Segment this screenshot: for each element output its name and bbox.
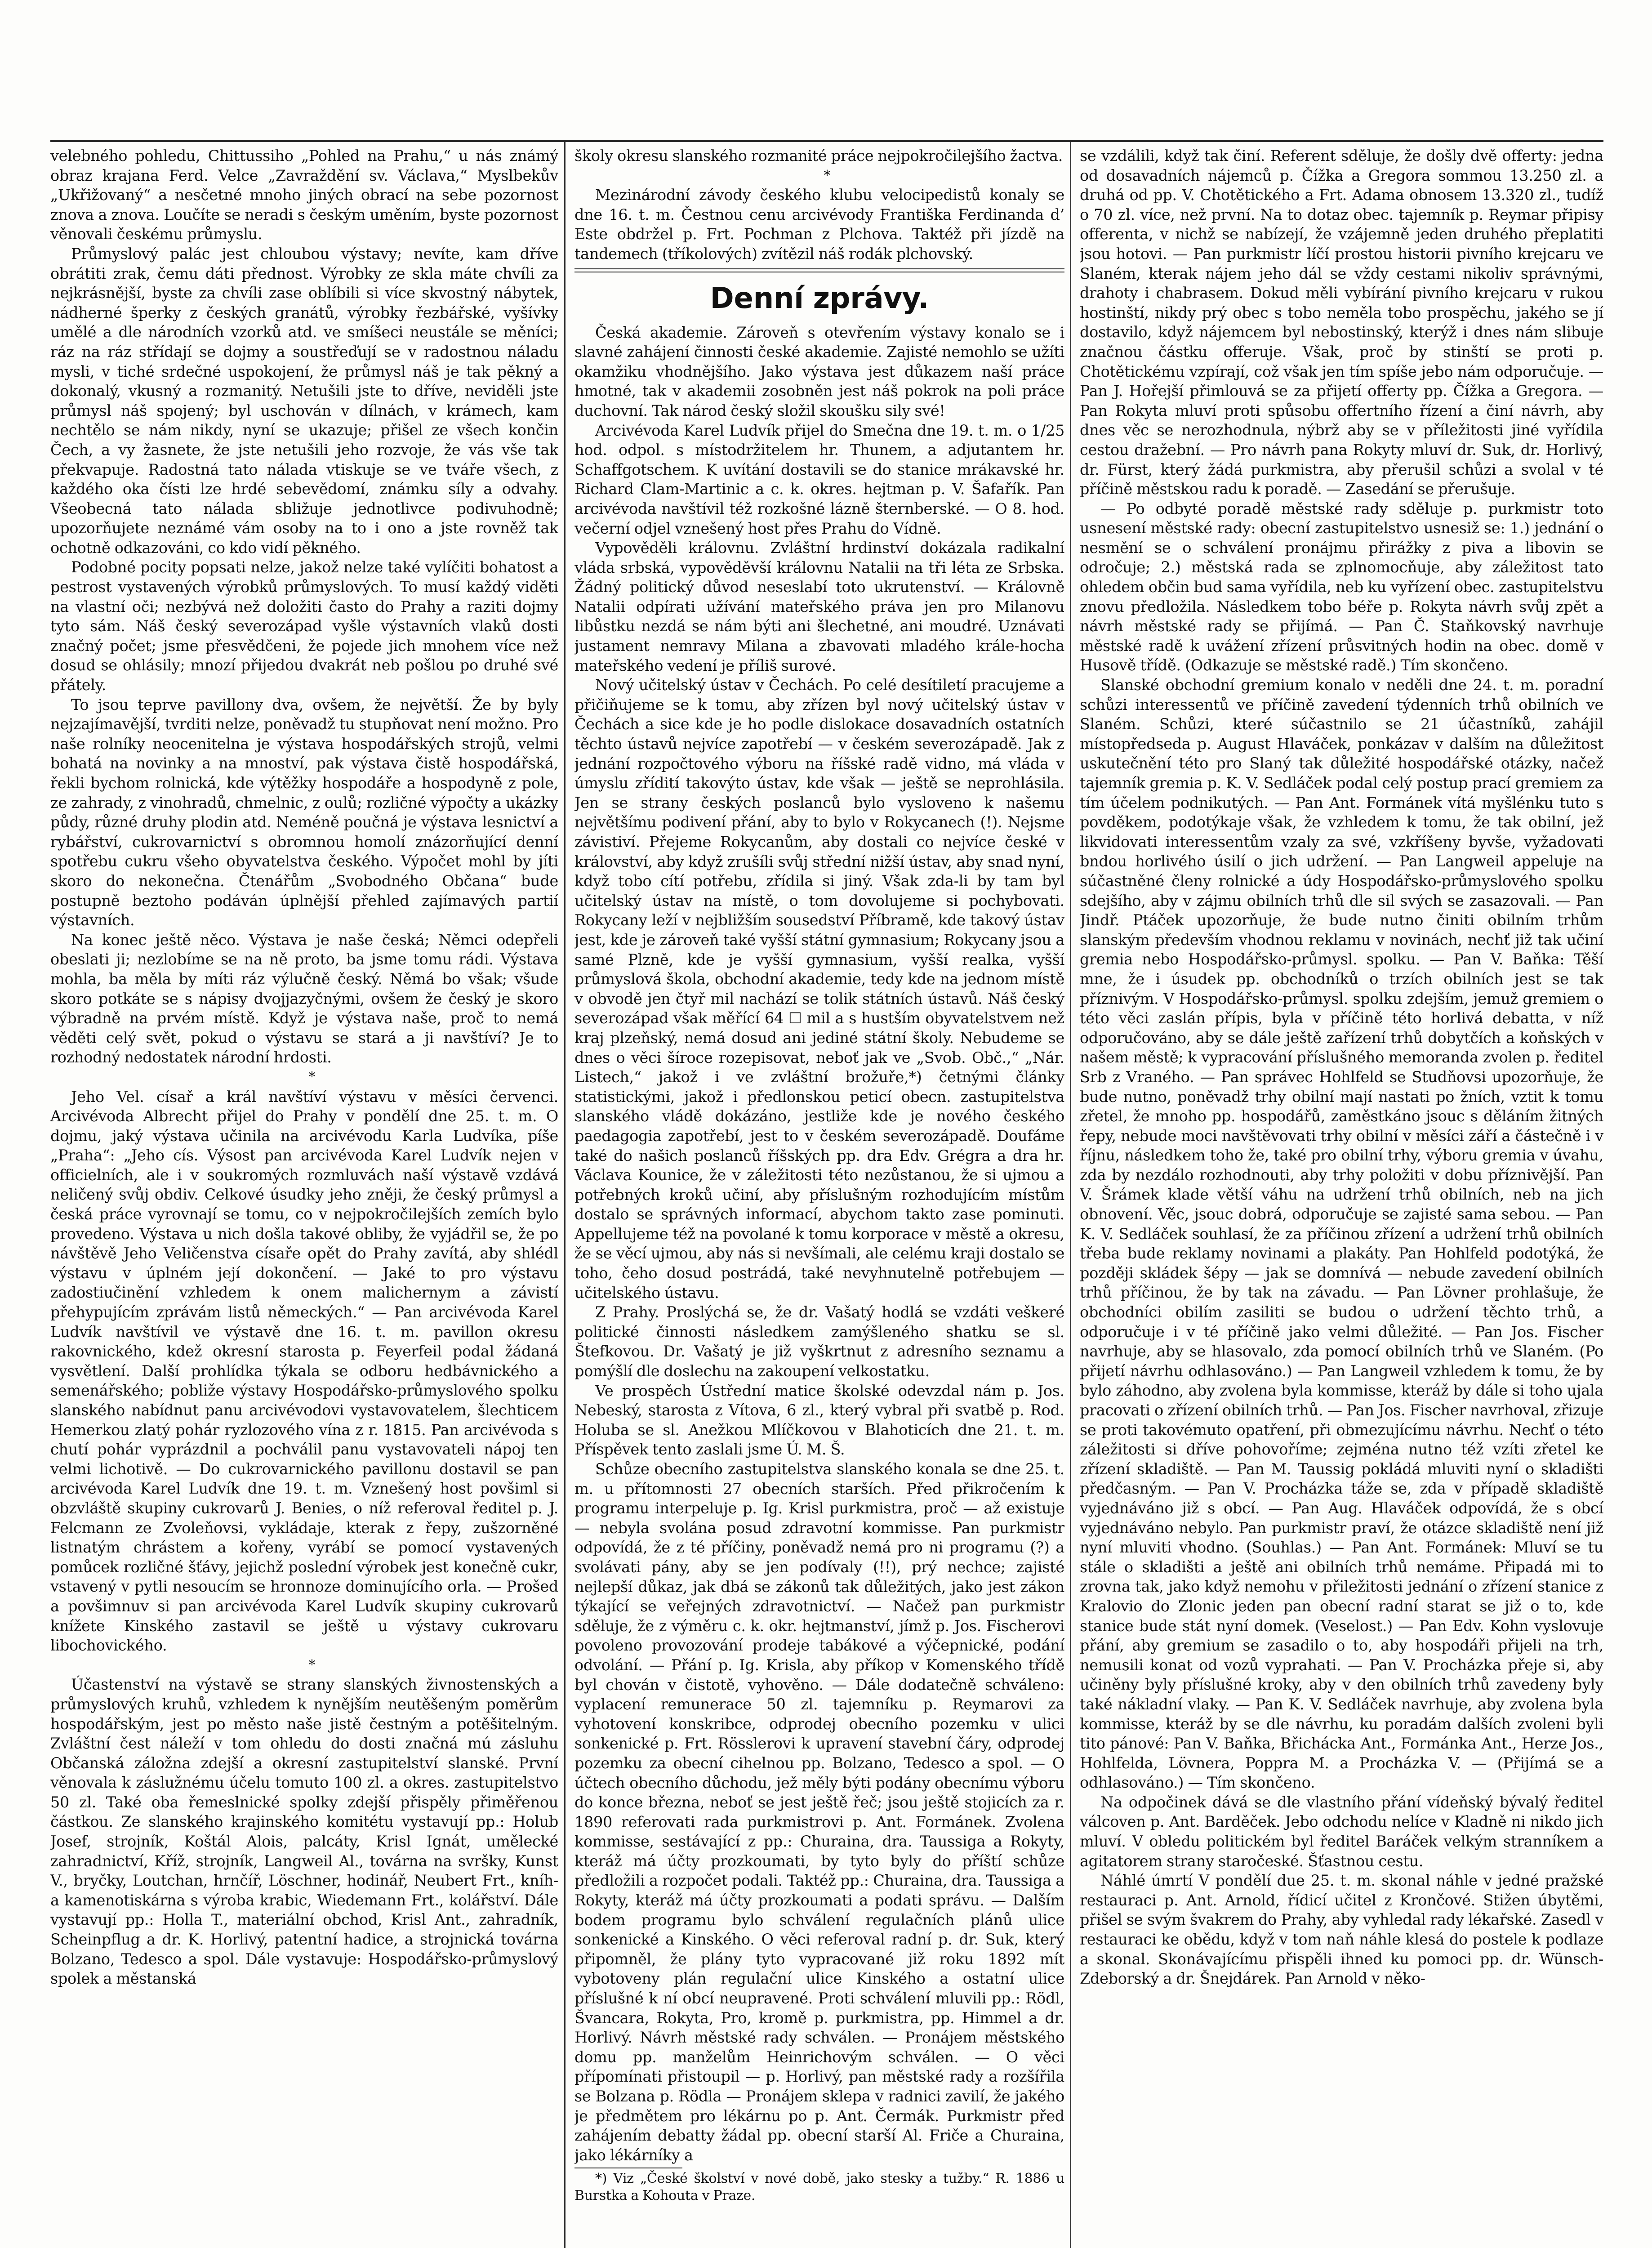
col1-paragraph-2: Průmyslový palác jest chloubou výstavy; nevíte, kam dříve obrátiti zrak, čemu dáti přednost. Výrobky ze skla máte chvíli za nejkrásnější, byste za chvíli zase oblíbili si více skvostný nábytek, nádherné šperky z českých granátů, výrobky řezbářské, vyšívky umělé a dle národních vzorků atd. ve smíšeci neustále se měníci; ráz na ráz střídají se dojmy a soustřeďují se v radostnou náladu mysli, v tiché srdečné uspokojení, že průmysl náš je tak pěkný a dokonalý, vkusný a rozmanitý. Netušili jste to dříve, neviděli jste průmysl náš spojený; byl uschován v dílnách, v krámech, kam nechtělo se nám nikdy, nyní se ukazuje; přišel ze všech končin Čech, a vy žasnete, že jste netušili jeho rozvoje, že vás vše tak překvapuje. Radostná tato nálada vtiskuje se ve tváře všech, z každého oka čísti lze hrdé sebevědomí, známku síly a odvahy. Všeobecná tato nálada sbližuje jednotlivce podivuhodně; upozorňujete neznámé vám osoby na to i ono a jste rovněž tak ochotně odkazováni, co kdo vidí pěkného. <box>50 245 558 557</box>
section-heading: Denní zprávy. <box>710 281 929 315</box>
news-item-school-matice: Ve prospěch Ústřední matice školské odevzdal nám p. Jos. Nebeský, starosta z Vítova, 6 zl., který vybral při svatbě p. Rod. Holuba se sl. Anežkou Mlíčkovou v Blahoticích dne 21. t. m. Příspěvek tento zaslali jsme Ú. M. Š. <box>574 1382 1064 1459</box>
col3-paragraph-2: — Po odbyté poradě městské rady sděluje p. purkmistr toto usnesení městské rady: obecní zastupitelstvo usnesiž se: 1.) jednání o nesmění se o schválení pronájmu přirážky z piva a libovin se odročuje; 2.) městská rada se zplnomocňuje, aby záležitost tato ohledem občin bud sama vyřídila, neb ku vyřízení obec. zastupitelstvu znovu předložila. Následkem tobo béře p. Rokyta návrh svůj zpět a návrh městské rady se přijímá. — Pan Č. Staňkovský navrhuje městské radě k uvážení zřízení průsvitných hodin na obec. domě v Husově třídě. (Odkazuje se městské radě.) Tím skončeno. <box>1080 500 1603 674</box>
news-item-teacher-institute: Nový učitelský ústav v Čechách. Po celé desítiletí pracujeme a přičiňujeme se k tomu, aby zřízen byl nový učitelský ústav v Čechách a sice kde je ho podle dislokace dosavadních ostatních těchto ústavů nejvíce zapotřebí — v českém severozápadě. Jak z jednání rozpočtového výboru na říšské radě vidno, má vláda v úmyslu zřídití takovýto ústav, kde však — ještě se neprohlásila. Jen se strany českých poslanců bylo vysloveno k našemu největšímu podivení přání, aby to bylo v Rokycanech (!). Nejsme závistiví. Přejeme Rokycanům, aby dostali co nejvíce české v království, aby když zrušíli svůj střední nižší ústav, aby snad nyní, když tobo cítí potřebu, zřídila si jiný. Však zda-li by tam byl učitelský ústav na místě, o tom dovolujeme si pochybovati. Rokycany leží v nejbližším sousedství Příbramě, kde takový ústav jest, kde je zároveň také vyšší státní gymnasium; Rokycany jsou a samé Plzně, kde je vyšší gymnasium, vyšší realka, vyšší průmyslová škola, obchodní akademie, tedy kde na jednom místě v obvodě jen čtyř mil nachází se tolik státních ústavů. Náš český severozápad však měřící 64 ☐ mil a s hustším obyvatelstvem než kraj plzeňský, nemá dosud ani jediné státní školy. Nebudeme se dnes o věci šíroce rozepisovat, neboť jak ve „Svob. Obč.,“ „Nár. Listech,“ jakož i ve zvláštní brožuře,*) četnými články statistickými, jakož i předlonskou peticí obecn. zastupitelstva slanského vládě dokázáno, jestliže kde je nového českého paedagogia zapotřebí, jest to v českém severozápadě. Doufáme také do našich poslanců říšských pp. dra Edv. Grégra a dra hr. Václava Kounice, že v záležitosti této nezůstanou, že si ujmou a potřebných kroků učiní, aby příslušným rozhodujícím místům dostalo se správných informací, abychom takto zase pominuti. Appellujeme též na povolané k tomu korporace v městě a okresu, že se věcí ujmou, aby nás si nevšímali, ale celému kraji dostalo se toho, čeho dosud postrádá, také nevyhnutelně potřebujem — učitelského ústavu. <box>574 676 1064 1302</box>
col1-paragraph-7: Účastenství na výstavě se strany slanských živnostenských a průmyslových kruhů, vzhledem k nynějším neutěšeným poměrům hospodářským, jest po město naše jistě čestným a potěšitelným. Zvláštní čest náleží v tom ohledu do dosti značná mú zásluhu Občanská záložna zdejší a okresní zastupitelství slanské. První věnovala k záslužnému účelu tomuto 100 zl. a okres. zastupitelstvo 50 zl. Také oba řemeslnické spolky zdejší přispěly přiměřenou částkou. Ze slanského krajinského komitétu vystavují pp.: Holub Josef, strojník, Koštál Alois, palcáty, Krisl Ignát, umělecké zahradnictví, Kříž, strojník, Langweil Al., továrna na svršky, Kunst V., bryčky, Loutchan, hrnčíř, Löschner, hodinář, Neubert Frt., kníh- a kamenotiskárna s výroba krabic, Wiedemann Frt., kolářství. Dále vystavují pp.: Holla T., materiální obchod, Krisl Ant., zahradník, Scheinpflug a dr. K. Horlivý, patentní hadice, a strojnická továrna Bolzano, Tedesco a spol. Dále vystavuje: Hospodářsko-průmyslový spolek a městanská <box>50 1676 558 1988</box>
news-item-grain-market: Slanské obchodní gremium konalo v neděli dne 24. t. m. poradní schůzi interessentů ve příčině zavedení týdenních trhů obilních ve Slaném. Schůzi, které súčastnilo se 21 účastníků, zahájil místopředseda p. August Hlaváček, ponkázav v dalším na důležitost uskutečnění této pro Slaný tak důležité hospodářské otázky, načež tajemník gremia p. K. V. Sedláček podal celý postup prací gremiem za tím účelem podnikutých. — Pan Ant. Formánek vítá myšlénku tuto s povděkem, podotýkaje však, že vzhledem k tomu, že tak obilní, jež likvidovati interessentům vzaly za své, vzkříšeny byvše, vyžadovati bndou horlivého úsilí o jich udržení. — Pan Langweil appeluje na súčastněné členy rolnické a údy Hospodářsko-průmyslového spolku sdejšího, aby v zájmu obilních trhů dle sil svých se zasazovali. — Pan Jindř. Ptáček upozorňuje, že bude nutno činiti obilním trhům slanským především vhodnou reklamu v novinách, nechť již tak učiní gremia nebo Hospodářsko-průmysl. spolku. — Pan V. Baňka: Těší mne, že i úsudek pp. obchodníků o trzích obilních jest se tak příznivým. V Hospodářsko-průmysl. spolku zdejším, jemuž gremiem o této věci zaslán přípis, byla v příčině této horlivá debatta, v níž odporučováno, aby se dále ještě zařízení trhů dobytčích a koňských v našem městě; k vypracování příslušného memoranda zvolen p. ředitel Srb z Vraného. — Pan správec Hohlfeld se Studňovsi upozorňuje, že bude nutno, poněvadž trhy obilní mají nastati po žních, vztit k tomu zřetel, že mnoho pp. hospodářů, zaměstkáno jsouc s děláním žitných řepy, nebude moci navštěvovati trhy obilní v měsíci září a částečně i v říjnu, následkem toho že, také pro obilní trhy, výboru gremia v úvahu, zda by nezdálo rozhodnouti, aby trhy položiti v dobu příznivější. Pan V. Šrámek klade větší váhu na udržení trhů obilních, neb na jich obnovení. Věc, jsouc dobrá, odporučuje se zajisté sama sebou. — Pan K. V. Sedláček souhlasí, že za příčinou zřízení a udržení trhů obilních třeba bude reklamy novinami a plakáty. Pan Hohlfeld podotýká, že později skládek šépy — jak se domnívá — nebude zavedení obilních trhů příčinou, že by tak na závadu. — Pan Lövner prohlašuje, že obchodníci obilím zasiliti se budou o udržení těchto trhů, a odporučuje i v té příčině jako velmi důležité. — Pan Jos. Fischer navrhuje, aby se hlasovalo, zda pomocí obilních trhů ve Slaném. (Po přijetí návrhu odhlasováno.) — Pan Langweil vzhledem k tomu, že by bylo záhodno, aby zvolena byla kommisse, kteráž by dále si toho ujala pracovati o zřízení obilních trhů. — Pan Jos. Fischer navrhoval, zřizuje se proti takovémuto opatření, při obmezujícímu návrhu. Nechť o této záležitosti si dříve pohovoříme; zejména nutno též vzíti zřetel ke zřízení skladiště. — Pan M. Taussig pokládá mluviti nyní o skladišti předčasným. — Pan V. Procházka táže se, zda v případě skladiště vyjednáváno již s obcí. — Pan Aug. Hlaváček odpovídá, že s obcí vyjednáváno nebylo. Pan purkmistr praví, že otázce skladiště není již nyní mluviti vhodno. (Souhlas.) — Pan Ant. Formánek: Mluví se tu stále o skladišti a ještě ani obilních trhů nemáme. Připadá mi to zrovna tak, jako když nemohu v přiležitosti jednání o zřízení stanice z Kralovio do Zlonic jeden pan obecní radní starat se již o to, kde stanice bude stát nyní domek. (Veselost.) — Pan Edv. Kohn vyslovuje přání, aby gremium se zasadilo o to, aby hospodáři přijeli na trh, nemusili konat od vozů vyprahati. — Pan V. Procházka přeje si, aby učiněny byly příslušné kroky, aby v den obilních trhů zavedeny byly také nákladní vlaky. — Pan K. V. Sedláček navrhuje, aby zvolena byla kommisse, kteráž by se dle návrhu, ku poradám dalších zvoleni byli tito pánové: Pan V. Baňka, Břichácka Ant., Formánka Ant., Herze Jos., Hohlfelda, Lövnera, Poppra M. a Procházka V. — (Přijímá se a odhlasováno.) — Tím skončeno. <box>1080 676 1603 1792</box>
col3-paragraph-1: se vzdálili, když tak činí. Referent sděluje, že došly dvě offerty: jedna od dosavadních nájemců p. Čížka a Gregora sommou 13.250 zl. a druhá od pp. V. Chotětického a Frt. Adama obnosem 13.320 zl., tudíž o 70 zl. více, než první. Na to dotaz obec. tajemník p. Reymar připisy offerenta, v nichž se nabízejí, že vzájemně jeden druhého přeplatiti jsou hotovi. — Pan purkmistr líčí prostou historii pivního krejcaru ve Slaném, kterak nájem jeho dál se vždy cestami nikoliv správnými, drahoty i chabrasem. Dokud měli vybírání pivního krejcaru v rukou hostinští, nikdy prý obec s tobo neměla tobo prospěchu, jakého se jí dostavilo, když nájemcem byl nebostinský, kterýž i dnes nám slibuje značnou částku offeruje. Však, proč by stinští se proti p. Chotětickému vzpírají, což však jen tím spíše jebo nám odporučuje. — Pan J. Hořejší přimlouvá se za přijetí offerty pp. Čížka a Gregora. — Pan Rokyta mluví proti spůsobu offertního řízení a činí návrh, aby dnes věc se nerozhodnula, nýbrž aby se v příležitosti jiné vyřídila cestou dražební. — Pro návrh pana Rokyty mluví dr. Suk, dr. Horlivý, dr. Fürst, který žádá purkmistra, aby přerušil schůzi a svolal v té příčině městskou radu k poradě. — Zasedání se přerušuje. <box>1080 147 1603 498</box>
top-rule <box>50 140 1603 142</box>
column-divider <box>564 142 566 2248</box>
news-item-queen: Vypověděli královnu. Zvláštní hrdinství dokázala radikalní vláda srbská, vypověděvší královnu Natalii na tři léta ze Srbska. Žádný politický důvod neseslabí toto ukrutenství. — Královně Natalii odpírati užívání mateřského práva jen pro Milanovu libůstku nezdá se nám býti ani šlechetné, ani moudré. Uznávati justament nemravy Milana a zbavovati mladého krále-hocha mateřského vedení je příliš surové. <box>574 539 1064 674</box>
section-separator-star: * <box>308 1069 321 1085</box>
column-3 <box>1080 146 1603 2248</box>
col2-continuation: školy okresu slanského rozmanité práce nejpokročilejšího žactva. <box>574 147 1063 165</box>
col1-paragraph-4: To jsou teprve pavillony dva, ovšem, že největší. Že by byly nejzajímavější, tvrditi nelze, poněvadž tu stupňovat není možno. Pro naše rolníky neocenitelna je výstava hospodářských strojů, velmi bohatá na novinky a na mnoství, pak výstava čistě hospodářská, řekli bychom rolnická, kde výtěžky hospodáře a hospodyně z pole, ze zahrady, z vinohradů, chmelnic, z oulů; rozličné výpočty a ukázky půdy, různé druhy plodin atd. Neméně poučná je výstava lesnictví a rybářství, cukrovarnictví s obromnou homolí znázorňující denní spotřebu cukru všeho obyvatelstva českého. Výpočet mohl by jíti skoro do nekonečna. Čtenářům „Svobodného Občana“ bude postupně beztoho podáván úplnější přehled zajímavých partií výstavních. <box>50 696 558 929</box>
news-item-sudden-death: Náhlé úmrtí V pondělí due 25. t. m. skonal náhle v jedné pražské restauraci p. Ant. Arnold, řídicí učitel z Krončové. Stižen úbytěmi, přišel se svým švakrem do Prahy, aby vyhledal rady lékařské. Zasedl v restauraci ke obědu, když v tom naň náhle klesá do postele k podlaze a skonal. Skonávajícímu přispěli ihned ku pomoci pp. dr. Wünsch-Zdeborský a dr. Šnejdárek. Pan Arnold v něko- <box>1080 1872 1603 1988</box>
column-divider <box>1070 142 1071 2248</box>
col1-paragraph-1: velebného pohledu, Chittussiho „Pohled na Prahu,“ u nás známý obraz krajana Ferd. Velce „Zavraždění sv. Václava,“ Myslbekův „Ukřižovaný“ a nesčetné mnoho jiných obrací na sebe pozornost znova a znova. Loučíte se neradi s českým uměním, byste pozornost věnovali českému průmyslu. <box>50 147 558 243</box>
news-item-academy: Česká akademie. Zároveň s otevřením výstavy konalo se i slavné zahájení činnosti české akademie. Zajisté nemohlo se užíti okamžiku vhodnějšího. Jako výstava jest důkazem naší práce hmotné, tak v akademii zosobněn jest náš pokrok na poli práce duchovní. Tak národ český složil skoušku sily své! <box>574 323 1064 419</box>
news-item-archduke: Arcivévoda Karel Ludvík přijel do Smečna dne 19. t. m. o 1/25 hod. odpol. s místodržitelem hr. Thunem, a adjutantem hr. Schaffgotschem. K uvítání dostavili se do stanice mrákavské hr. Richard Clam-Martinic a c. k. okres. hejtman p. V. Šafařík. Pan arcivévoda navštívil též rozkošné lázně šternberské. — O 8. hod. večerní odjel vznešený host přes Prahu do Vídně. <box>574 421 1064 537</box>
section-rule <box>574 268 1064 272</box>
section-separator-star: * <box>308 1657 321 1673</box>
col1-paragraph-3: Podobné pocity popsati nelze, jakož nelze také vylíčiti bohatost a pestrost vystavených výrobků průmyslových. To musí každý viděti na vlastní oči; nezbývá než doložiti často do Prahy a raziti dojmy tyto sám. Náš český severozápad vyšle výstavních vlaků dosti značný počet; jsme přesvědčeni, že pojede jich mnohem více než dosud se ohlásily; mnozí přijedou dvakrát neb pošlou po druhé své přátely. <box>50 558 558 694</box>
footnote: *) Viz „České školství v nové době, jako stesky a tužby.“ R. 1886 u Burstka a Kohouta v Praze. <box>574 2171 1064 2204</box>
column-2 <box>574 146 1064 2248</box>
section-separator-star: * <box>824 167 836 183</box>
news-item-prague: Z Prahy. Proslýchá se, že dr. Vašatý hodlá se vzdáti veškeré politické činnosti následkem zamýšleného shatku se sl. Štefkovou. Dr. Vašatý je již vyškrtnut z adresního seznamu a pomýšlí dle doslechu na zakoupení velkostatku. <box>574 1303 1064 1380</box>
col1-paragraph-5: Na konec ještě něco. Výstava je naše česká; Němci odepřeli obeslati ji; nezlobíme se na ně proto, ba jsme tomu rádi. Výstava mohla, ba měla by míti ráz výlučně český. Němá bo však; všude skoro potkáte se s nápisy dvojjazyčnými, ovšem že český je skoro výbradně na prvém místě. Když je výstava naše, proč to nemá věděti celý svět, pokud o výstavu se stará a ji navštíví? Je to rozhodný nedostatek národní hrdosti. <box>50 931 558 1066</box>
column-1 <box>50 146 558 2248</box>
col2-velocipede-report: Mezinárodní závody českého klubu velocipedistů konaly se dne 16. t. m. Čestnou cenu arcivévody Františka Ferdinanda d’ Este obdržel p. Frt. Pochman z Plchova. Taktéž při jízdě na tandemech (tříkolových) zvítězil náš rodák plchovský. <box>574 186 1064 263</box>
news-item-retirement: Na odpočinek dává se dle vlastního přání vídeňský bývalý ředitel válcoven p. Ant. Barděček. Jebo odchodu nelíce v Kladně ni nikdo jich mluví. V obledu politickém byl ředitel Baráček velkým stranníkem a agitatorem strany staročeské. Šťastnou cestu. <box>1080 1793 1603 1870</box>
col1-paragraph-6: Jeho Vel. císař a král navštíví výstavu v měsíci červenci. Arcivévoda Albrecht přijel do Prahy v pondělí dne 25. t. m. O dojmu, jaký výstava učinila na arcivévodu Karla Ludvíka, píše „Praha“: „Jeho cís. Výsost pan arcivévoda Karel Ludvík nejen v officielních, ale i v soukromých rozmluvách naší výstavě vzdává neličený svůj obdiv. Celkové úsudky jeho zněji, že český průmysl a česká práce vyrovnají se tomu, co v nejpokročilejších zemích bylo provedeno. Výstava u nich došla takové obliby, že vyjádřil se, že po návštěvě Jeho Veličenstva císaře opět do Prahy zavítá, aby shlédl výstavu v úplném její dokončení. — Jaké to pro výstavu zadostiučinění vzhledem k onem malichernym a závistí přehypujícím zprávám listů německých.“ — Pan arcivévoda Karel Ludvík navštívil ve výstavě dne 16. t. m. pavillon okresu rakovnického, kdež okresní starosta p. Feyerfeil podal žádaná vysvětlení. Další prohlídka týkala se odboru hedbávnického a semenářského; pobliže výstavy Hospodářsko-průmyslového spolku slanského nabídnut panu arcivévodovi vystavovatelem, šlechticem Hemerkou zlatý pohár ryzlozového vína z r. 1815. Pan arcivévoda s chutí pohár vyprázdnil a pochválil panu vystavovateli nápoj ten velmi lichotivě. — Do cukrovarnického pavillonu dostavil se pan arcivévoda Karel Ludvík dne 19. t. m. Vznešený host povšiml si obzvláště skupiny cukrovarů J. Benies, o níž referoval ředitel p. J. Felcmann ze Zvoleňovsi, vykládaje, kterak z řepy, zušzorněné listnatým chrástem a kořeny, vyrábí se pomocí vystavených pomůcek rozličné šťávy, jejichž poslední výrobek jest konečně cukr, vstavený v pytli nesoucím se hronnoze dominujícího orla. — Prošed a povšimnuv si pan arcivévoda Karel Ludvík skupiny cukrovarů knížete Kinského zastavil se ještě u výstavy cukrovaru libochovického. <box>50 1088 558 1655</box>
news-item-council-meeting: Schůze obecního zastupitelstva slanského konala se dne 25. t. m. u přítomnosti 27 obecních starších. Před přikročením k programu interpeluje p. Ig. Krisl purkmistra, proč — až existuje — nebyla svolána posud zdravotní kommisse. Pan purkmistr odpovídá, že z té příčiny, poněvadž nemá pro ni programu (?) a svolávati pány, aby se jen podívaly (!!), prý nechce; zajisté nejlepší důkaz, jak dbá se zákonů tak důležitých, jako jest zákon týkající se veřejných zdravotnictví. — Načež pan purkmistr sděluje, že z výměru c. k. okr. hejtmanství, jímž p. Jos. Fischerovi povoleno provozování prodeje tabákové a výčepnické, podání odvolání. — Přání p. Ig. Krisla, aby příkop v Komenského třídě byl chován v čistotě, vyhověno. — Dále dodatečně schváleno: vyplacení remunerace 50 zl. tajemníku p. Reymarovi za vyhotovení konskribce, odprodej obecního pozemku v ulici sonkenické p. Frt. Rösslerovi k upravení stavební čáry, odprodej pozemku za obecní cihelnou pp. Bolzano, Tedesco a spol. — O účtech obecního důchodu, jež měly býti podány obecnímu výboru do konce března, neboť se jest ještě řeč; jsou ještě stojicích za r. 1890 referovati rada purkmistrovi p. Ant. Formánek. Zvolena kommisse, sestávající z pp.: Churaina, dra. Taussiga a Rokyty, kteráž má účty prozkoumati, by tyto byly do příští schůze předložili a rozpočet podali. Taktéž pp.: Churaina, dra. Taussiga a Rokyty, kteráž má účty prozkoumati a podati správu. — Dalším bodem programu bylo schválení regulačních plánů ulice sonkenické a Kinského. O věci referoval radní p. dr. Suk, který připomněl, že plány tyto vypracované již roku 1892 mít vybotoveny plán regulační ulice Kinského a ostatní ulice příslušné k ní obcí neupravené. Proti schválení mluvili pp.: Rödl, Švancara, Rokyta, Pro, kromě p. purkmistra, pp. Himmel a dr. Horlivý. Návrh městské rady schválen. — Pronájem městského domu pp. manželům Heinrichovým schválen. — O věci přípomínati přistoupil — p. Horlivý, pan městské rady a rozšířila se Bolzana p. Rödla — Pronájem sklepa v radnici zavilí, že jakého je předmětem pro lékárnu po p. Ant. Čermák. Purkmistr před zahájením debatty žádal pp. obecní starší Al. Friče a Churaina, jako lékárníky a <box>574 1460 1064 2164</box>
